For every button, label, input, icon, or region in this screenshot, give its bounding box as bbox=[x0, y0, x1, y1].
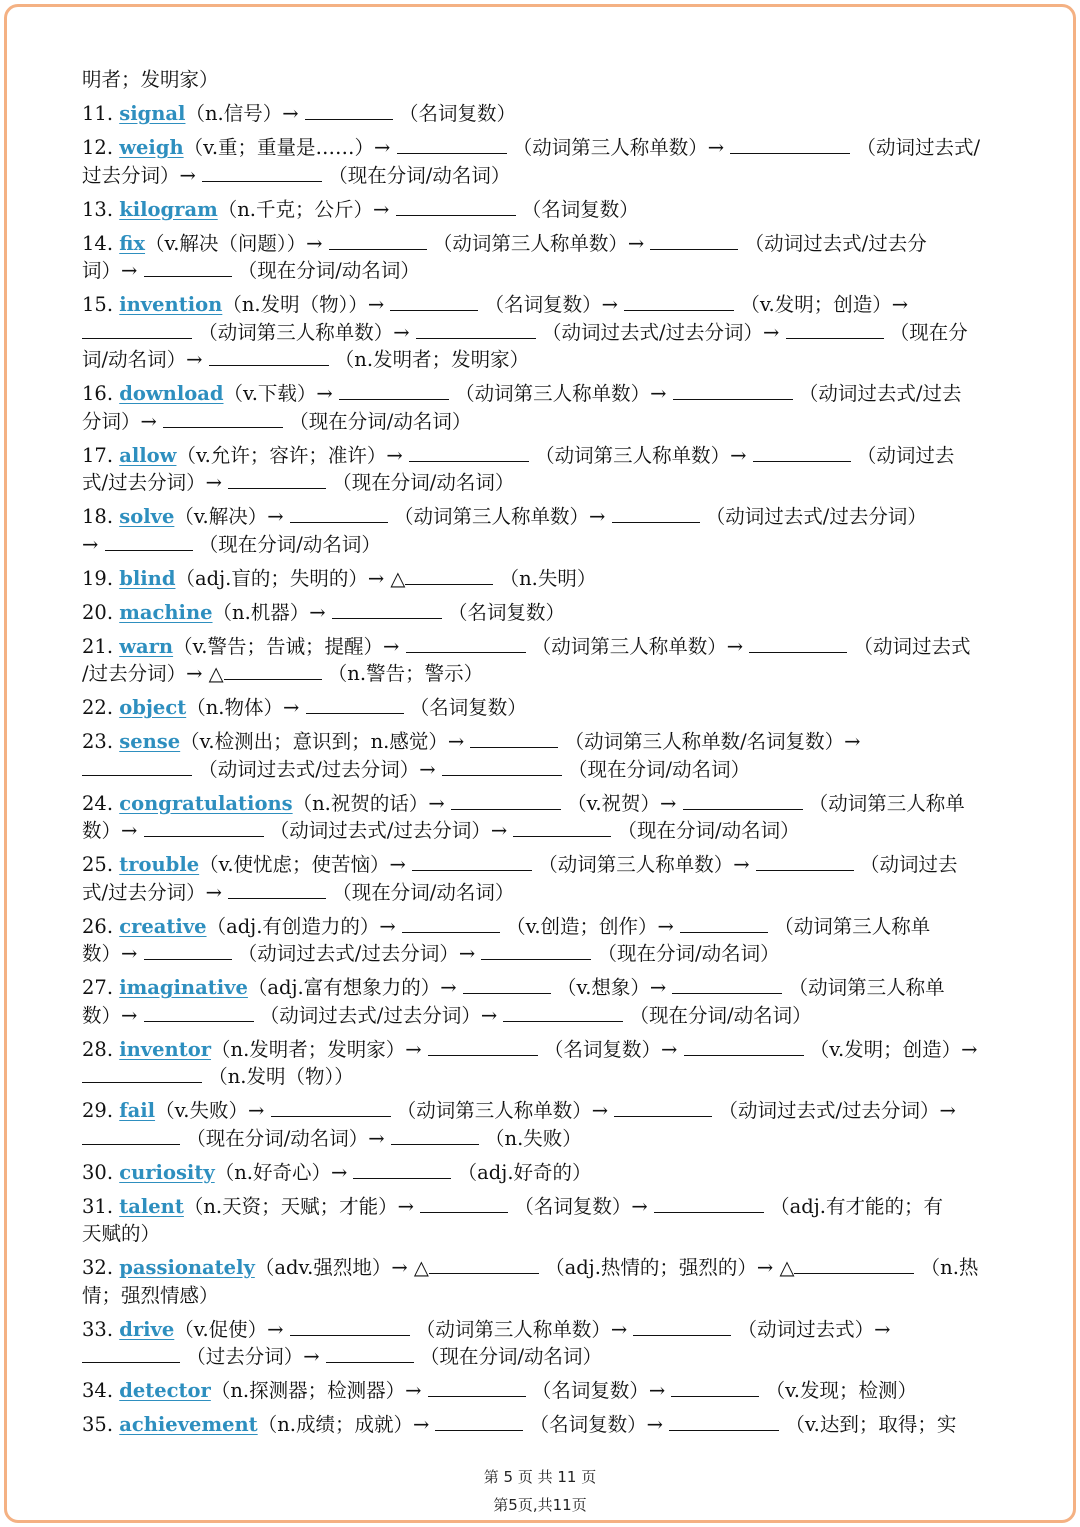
entry-text: 式/过去分词）→ bbox=[82, 880, 229, 904]
entry-text: （adj.富有想象力的）→ bbox=[247, 976, 463, 999]
entry-text: 天赋的） bbox=[82, 1222, 161, 1245]
entry-text: （动词过去式 bbox=[847, 634, 971, 658]
entry-text: （动词第三人称单数）→ bbox=[448, 382, 673, 405]
answer-blank[interactable] bbox=[391, 1126, 479, 1145]
vocab-entry bbox=[82, 1377, 1004, 1405]
entry-text: （v.解决（问题））→ bbox=[145, 231, 329, 255]
answer-blank[interactable] bbox=[680, 914, 768, 933]
answer-blank[interactable] bbox=[654, 1194, 764, 1213]
entry-number: 23. bbox=[82, 730, 120, 753]
headword: curiosity bbox=[119, 1160, 215, 1184]
headword: imaginative bbox=[119, 976, 248, 999]
entry-text: （adj.热情的；强烈的）→ △ bbox=[538, 1256, 795, 1279]
answer-blank[interactable] bbox=[406, 634, 526, 653]
answer-blank[interactable] bbox=[673, 381, 793, 400]
entry-text: （现在分词/动名词） bbox=[623, 1003, 812, 1027]
answer-blank[interactable] bbox=[671, 1378, 759, 1397]
answer-blank[interactable] bbox=[290, 504, 388, 523]
answer-blank[interactable] bbox=[749, 634, 847, 653]
entry-text: （名词复数）→ bbox=[525, 1379, 672, 1402]
answer-blank[interactable] bbox=[730, 135, 850, 154]
entry-text: （v.促使）→ bbox=[174, 1317, 290, 1341]
vocab-entry bbox=[82, 66, 1004, 94]
entry-text: 词）→ bbox=[82, 259, 144, 282]
entry-text: （动词过去式/过去分词）→ bbox=[231, 942, 482, 965]
headword: machine bbox=[119, 600, 213, 624]
entry-text: （动词过去式/过去分词）→ bbox=[263, 819, 514, 842]
answer-blank[interactable] bbox=[753, 443, 851, 462]
answer-blank[interactable] bbox=[402, 914, 500, 933]
headword: warn bbox=[119, 634, 174, 658]
entry-text: （动词过去式/过去分词）→ bbox=[192, 757, 442, 781]
entry-number: 14. bbox=[82, 231, 120, 255]
entry-line bbox=[82, 633, 1004, 661]
answer-blank[interactable] bbox=[396, 197, 516, 216]
entry-number: 32. bbox=[82, 1256, 120, 1279]
entry-text: （v.解决）→ bbox=[174, 505, 290, 528]
entry-line bbox=[82, 408, 1004, 436]
entry-line bbox=[82, 134, 1004, 162]
entry-line bbox=[82, 1097, 1004, 1125]
answer-blank[interactable] bbox=[306, 695, 404, 714]
entry-number: 29. bbox=[82, 1099, 120, 1122]
answer-blank[interactable] bbox=[271, 1098, 391, 1117]
answer-blank[interactable] bbox=[669, 1412, 779, 1431]
vocab-entry bbox=[82, 790, 1004, 845]
answer-blank[interactable] bbox=[503, 1003, 623, 1022]
answer-blank[interactable] bbox=[451, 791, 561, 810]
entry-text: （现在分词/动名词） bbox=[611, 819, 800, 842]
vocab-entry bbox=[82, 913, 1004, 968]
headword: inventor bbox=[119, 1037, 212, 1061]
entry-text: （v.发现；检测） bbox=[759, 1379, 917, 1402]
entry-text: （动词过去 bbox=[850, 443, 955, 467]
headword: object bbox=[119, 696, 187, 719]
entry-line bbox=[82, 380, 1004, 408]
entry-text: （动词第三人称单数）→ bbox=[409, 1317, 634, 1341]
entry-line bbox=[82, 230, 1004, 258]
answer-blank[interactable] bbox=[82, 757, 192, 776]
entry-text: （名词复数）→ bbox=[478, 293, 625, 316]
entry-text: 词/动名词）→ bbox=[82, 348, 209, 371]
answer-blank[interactable] bbox=[82, 320, 192, 339]
entry-text: （n.警告；警示） bbox=[321, 662, 484, 685]
answer-blank[interactable] bbox=[612, 504, 700, 523]
answer-blank[interactable] bbox=[470, 729, 558, 748]
entry-text: （动词第三人称单 bbox=[782, 976, 945, 999]
entry-number: 33. bbox=[82, 1317, 120, 1341]
answer-blank[interactable] bbox=[202, 163, 322, 182]
headword: fail bbox=[119, 1099, 156, 1122]
entry-line bbox=[82, 1254, 1004, 1282]
entry-text: （adv.强烈地）→ △ bbox=[254, 1256, 429, 1279]
vocab-entry bbox=[82, 1254, 1004, 1309]
entry-number: 27. bbox=[82, 976, 120, 999]
entry-line bbox=[82, 599, 1004, 627]
answer-blank[interactable] bbox=[397, 135, 507, 154]
answer-blank[interactable] bbox=[228, 880, 326, 899]
entry-text: （n.物体）→ bbox=[186, 696, 306, 719]
entry-text: （v.达到；取得；实 bbox=[779, 1413, 957, 1436]
entry-line bbox=[82, 531, 1004, 559]
answer-blank[interactable] bbox=[82, 1344, 180, 1363]
vocab-entry bbox=[82, 728, 1004, 783]
entry-text: （现在分词/动名词） bbox=[326, 471, 515, 494]
vocab-entry bbox=[82, 291, 1004, 374]
entry-line bbox=[82, 728, 1004, 756]
entry-line bbox=[82, 442, 1004, 470]
entry-line bbox=[82, 817, 1004, 845]
entry-line bbox=[82, 1125, 1004, 1153]
entry-number: 28. bbox=[82, 1037, 120, 1061]
entry-line bbox=[82, 1036, 1004, 1064]
entry-text: （名词复数） bbox=[441, 600, 566, 624]
answer-blank[interactable] bbox=[412, 852, 532, 871]
headword: weigh bbox=[119, 136, 184, 159]
entry-number: 25. bbox=[82, 853, 120, 876]
answer-blank[interactable] bbox=[481, 941, 591, 960]
headword: drive bbox=[119, 1317, 175, 1341]
entry-line bbox=[82, 790, 1004, 818]
entry-text: （n.信号）→ bbox=[185, 102, 305, 125]
entry-number: 24. bbox=[82, 791, 120, 815]
entry-line bbox=[82, 913, 1004, 941]
entry-text: （v.祝贺）→ bbox=[560, 791, 683, 815]
answer-blank[interactable] bbox=[650, 231, 738, 250]
vocab-entry bbox=[82, 442, 1004, 497]
headword: solve bbox=[119, 505, 175, 528]
entry-text: （动词第三人称单数）→ bbox=[528, 443, 753, 467]
entry-text: （名词复数）→ bbox=[537, 1037, 684, 1061]
headword: sense bbox=[119, 730, 181, 753]
answer-blank[interactable] bbox=[633, 1317, 731, 1336]
entry-text: （adj.盲的；失明的）→ △ bbox=[175, 566, 406, 590]
entry-line bbox=[82, 694, 1004, 722]
entry-line bbox=[82, 503, 1004, 531]
entry-text: （v.重；重量是……）→ bbox=[183, 136, 397, 159]
entry-text: （动词第三人称单数）→ bbox=[532, 853, 756, 876]
entry-text: （n.失明） bbox=[493, 566, 597, 590]
vocabulary-list bbox=[82, 66, 1004, 1445]
vocab-entry bbox=[82, 100, 1004, 128]
entry-text: （动词过去 bbox=[853, 853, 958, 876]
entry-text: （n.失败） bbox=[478, 1126, 582, 1150]
entry-line bbox=[82, 660, 1004, 688]
entry-number: 35. bbox=[82, 1413, 120, 1436]
entry-text: （动词过去式/过去分词）→ bbox=[535, 320, 786, 344]
headword: allow bbox=[119, 443, 177, 467]
entry-text: （现在分词/动名词） bbox=[192, 532, 381, 556]
answer-blank[interactable] bbox=[228, 470, 326, 489]
answer-blank[interactable] bbox=[756, 852, 854, 871]
entry-text: （n.好奇心）→ bbox=[214, 1160, 354, 1184]
headword: trouble bbox=[119, 853, 200, 876]
entry-text: （名词复数） bbox=[515, 197, 639, 221]
answer-blank[interactable] bbox=[290, 1317, 410, 1336]
entry-text: 数）→ bbox=[82, 1003, 144, 1027]
entry-line bbox=[82, 1282, 1004, 1310]
entry-text: （动词过去式/过去分 bbox=[738, 231, 927, 255]
answer-blank[interactable] bbox=[416, 320, 536, 339]
answer-blank[interactable] bbox=[224, 661, 322, 680]
answer-blank[interactable] bbox=[683, 791, 803, 810]
vocab-entry bbox=[82, 851, 1004, 906]
answer-blank[interactable] bbox=[463, 975, 551, 994]
answer-blank[interactable] bbox=[420, 1194, 508, 1213]
entry-line bbox=[82, 1220, 1004, 1248]
vocab-entry bbox=[82, 380, 1004, 435]
headword: kilogram bbox=[119, 197, 218, 221]
entry-text: （动词第三人称单数）→ bbox=[387, 505, 612, 528]
entry-number: 16. bbox=[82, 382, 120, 405]
entry-text: （动词第三人称单 bbox=[768, 914, 931, 938]
entry-text: （动词第三人称单数/名词复数）→ bbox=[558, 730, 861, 753]
entry-line bbox=[82, 1411, 1004, 1439]
answer-blank[interactable] bbox=[144, 1003, 254, 1022]
entry-text: （adj.有才能的；有 bbox=[763, 1194, 943, 1218]
page-number-secondary: 第5页,共11页 bbox=[493, 1496, 587, 1514]
entry-line bbox=[82, 879, 1004, 907]
entry-line bbox=[82, 1159, 1004, 1187]
entry-text: （adj.好奇的） bbox=[451, 1160, 592, 1184]
answer-blank[interactable] bbox=[428, 1037, 538, 1056]
entry-text: （动词第三人称单 bbox=[802, 791, 965, 815]
entry-number: 11. bbox=[82, 102, 120, 125]
entry-number: 26. bbox=[82, 914, 120, 938]
answer-blank[interactable] bbox=[614, 1098, 712, 1117]
entry-text: 数）→ bbox=[82, 942, 144, 965]
entry-line bbox=[82, 257, 1004, 285]
entry-text: （v.发明；创造）→ bbox=[803, 1037, 978, 1061]
entry-text: （v.警告；告诫；提醒）→ bbox=[173, 634, 406, 658]
headword: talent bbox=[119, 1194, 184, 1218]
entry-line bbox=[82, 162, 1004, 190]
entry-text: （n.发明（物））→ bbox=[222, 293, 391, 316]
entry-text: （n.祝贺的话）→ bbox=[292, 791, 451, 815]
entry-text: （现在分词/动名词） bbox=[413, 1345, 603, 1368]
entry-line bbox=[82, 1343, 1004, 1371]
entry-text: （现在分 bbox=[883, 320, 968, 344]
headword: congratulations bbox=[119, 791, 293, 815]
entry-text: （v.想象）→ bbox=[550, 976, 673, 999]
answer-blank[interactable] bbox=[353, 1160, 451, 1179]
page-number: 第 5 页 共 11 页 bbox=[483, 1468, 597, 1486]
entry-text: （n.天资；天赋；才能）→ bbox=[183, 1194, 421, 1218]
entry-number: 17. bbox=[82, 443, 120, 467]
entry-number: 13. bbox=[82, 197, 120, 221]
entry-text: （动词过去式/ bbox=[850, 136, 981, 159]
entry-text: （n.探测器；检测器）→ bbox=[210, 1379, 428, 1402]
answer-blank[interactable] bbox=[339, 381, 449, 400]
entry-number: 31. bbox=[82, 1194, 120, 1218]
answer-blank[interactable] bbox=[429, 1255, 539, 1274]
answer-blank[interactable] bbox=[163, 409, 283, 428]
entry-line bbox=[82, 1002, 1004, 1030]
entry-text: 数）→ bbox=[82, 819, 144, 842]
entry-text: （v.失败）→ bbox=[155, 1099, 271, 1122]
entry-text: （现在分词/动名词） bbox=[283, 409, 472, 433]
entry-line bbox=[82, 319, 1004, 347]
entry-line bbox=[82, 756, 1004, 784]
headword: passionately bbox=[119, 1256, 255, 1279]
entry-text: （动词第三人称单数）→ bbox=[506, 136, 731, 159]
headword: fix bbox=[119, 231, 146, 255]
entry-text: （动词过去式/过去分词）→ bbox=[712, 1099, 956, 1122]
vocab-entry bbox=[82, 503, 1004, 558]
answer-blank[interactable] bbox=[786, 320, 884, 339]
entry-text: /过去分词）→ △ bbox=[82, 662, 224, 685]
headword: detector bbox=[119, 1379, 211, 1402]
answer-blank[interactable] bbox=[144, 258, 232, 277]
entry-text: （v.检测出；意识到；n.感觉）→ bbox=[180, 730, 471, 753]
vocab-entry bbox=[82, 565, 1004, 593]
entry-number: 12. bbox=[82, 136, 120, 159]
vocab-entry bbox=[82, 230, 1004, 285]
entry-text: （v.发明；创造）→ bbox=[734, 293, 909, 316]
answer-blank[interactable] bbox=[405, 566, 493, 585]
entry-text: （现在分词/动名词） bbox=[591, 942, 780, 965]
entry-text: 分词）→ bbox=[82, 409, 164, 433]
entry-text: （过去分词）→ bbox=[180, 1345, 326, 1368]
answer-blank[interactable] bbox=[390, 292, 478, 311]
entry-line bbox=[82, 1316, 1004, 1344]
entry-text: （n.机器）→ bbox=[212, 600, 332, 624]
headword: invention bbox=[119, 293, 223, 316]
entry-line bbox=[82, 100, 1004, 128]
entry-text: （v.使忧虑；使苦恼）→ bbox=[199, 853, 413, 876]
entry-text: （n.发明（物）） bbox=[202, 1065, 354, 1088]
vocab-entry bbox=[82, 196, 1004, 224]
entry-text: （adj.有创造力的）→ bbox=[206, 914, 402, 938]
entry-number: 20. bbox=[82, 600, 120, 624]
headword: download bbox=[119, 382, 224, 405]
headword: signal bbox=[119, 102, 186, 125]
answer-blank[interactable] bbox=[442, 757, 562, 776]
answer-blank[interactable] bbox=[105, 532, 193, 551]
entry-line bbox=[82, 291, 1004, 319]
entry-line bbox=[82, 66, 1004, 94]
entry-text: （名词复数）→ bbox=[508, 1194, 654, 1218]
entry-number: 30. bbox=[82, 1160, 120, 1184]
entry-number: 19. bbox=[82, 566, 120, 590]
entry-text: （动词第三人称单数）→ bbox=[426, 231, 651, 255]
answer-blank[interactable] bbox=[329, 231, 427, 250]
entry-line bbox=[82, 940, 1004, 968]
vocab-entry bbox=[82, 599, 1004, 627]
vocab-entry bbox=[82, 1036, 1004, 1091]
answer-blank[interactable] bbox=[513, 818, 611, 837]
answer-blank[interactable] bbox=[624, 292, 734, 311]
entry-line bbox=[82, 196, 1004, 224]
vocab-entry bbox=[82, 1411, 1004, 1439]
entry-number: 34. bbox=[82, 1379, 120, 1402]
entry-number: 21. bbox=[82, 634, 120, 658]
answer-blank[interactable] bbox=[409, 443, 529, 462]
entry-text: （v.创造；创作）→ bbox=[499, 914, 681, 938]
entry-number: 15. bbox=[82, 293, 120, 316]
entry-text: （动词过去式/过去分词） bbox=[699, 505, 927, 528]
vocab-entry bbox=[82, 694, 1004, 722]
entry-number: 18. bbox=[82, 505, 120, 528]
entry-line bbox=[82, 1193, 1004, 1221]
entry-text: 明者；发明家） bbox=[82, 68, 219, 91]
entry-text: （动词第三人称单数）→ bbox=[525, 634, 750, 658]
answer-blank[interactable] bbox=[326, 1344, 414, 1363]
entry-text: （n.发明者；发明家） bbox=[328, 348, 530, 371]
vocab-entry bbox=[82, 1316, 1004, 1371]
entry-text: （v.允许；容许；准许）→ bbox=[176, 443, 409, 467]
entry-text: （动词过去式/过去分词）→ bbox=[253, 1003, 504, 1027]
entry-text: 式/过去分词）→ bbox=[82, 471, 229, 494]
headword: blind bbox=[119, 566, 176, 590]
entry-text: （现在分词/动名词） bbox=[322, 163, 511, 187]
entry-number: 22. bbox=[82, 696, 120, 719]
vocab-entry bbox=[82, 1097, 1004, 1152]
entry-text: （现在分词/动名词） bbox=[231, 259, 420, 282]
answer-blank[interactable] bbox=[672, 975, 782, 994]
entry-text: （现在分词/动名词）→ bbox=[180, 1126, 391, 1150]
entry-line bbox=[82, 346, 1004, 374]
entry-text: → bbox=[82, 532, 105, 556]
entry-text: （n.热 bbox=[914, 1256, 979, 1279]
entry-text: （动词第三人称单数）→ bbox=[192, 320, 416, 344]
answer-blank[interactable] bbox=[144, 941, 232, 960]
entry-text: （名词复数）→ bbox=[523, 1413, 670, 1436]
answer-blank[interactable] bbox=[82, 1064, 202, 1083]
answer-blank[interactable] bbox=[684, 1037, 804, 1056]
answer-blank[interactable] bbox=[144, 818, 264, 837]
entry-line bbox=[82, 565, 1004, 593]
entry-text: （n.千克；公斤）→ bbox=[217, 197, 396, 221]
entry-text: （名词复数） bbox=[392, 102, 516, 125]
entry-text: 情；强烈情感） bbox=[82, 1283, 219, 1307]
vocab-entry bbox=[82, 134, 1004, 189]
headword: creative bbox=[119, 914, 207, 938]
answer-blank[interactable] bbox=[428, 1378, 526, 1397]
answer-blank[interactable] bbox=[332, 600, 442, 619]
entry-text: （动词第三人称单数）→ bbox=[390, 1099, 615, 1122]
entry-line bbox=[82, 974, 1004, 1002]
entry-text: （n.发明者；发明家）→ bbox=[211, 1037, 428, 1061]
entry-text: （v.下载）→ bbox=[223, 382, 339, 405]
answer-blank[interactable] bbox=[435, 1412, 523, 1431]
vocab-entry bbox=[82, 1193, 1004, 1248]
answer-blank[interactable] bbox=[305, 101, 393, 120]
entry-line bbox=[82, 469, 1004, 497]
entry-text: （现在分词/动名词） bbox=[561, 757, 751, 781]
vocab-entry bbox=[82, 633, 1004, 688]
answer-blank[interactable] bbox=[794, 1255, 914, 1274]
entry-line bbox=[82, 851, 1004, 879]
entry-line bbox=[82, 1377, 1004, 1405]
entry-text: 过去分词）→ bbox=[82, 163, 203, 187]
headword: achievement bbox=[119, 1413, 258, 1436]
entry-text: （动词过去式/过去 bbox=[792, 382, 962, 405]
entry-text: （名词复数） bbox=[403, 696, 527, 719]
entry-text: （现在分词/动名词） bbox=[326, 880, 515, 904]
answer-blank[interactable] bbox=[209, 347, 329, 366]
vocab-entry bbox=[82, 1159, 1004, 1187]
answer-blank[interactable] bbox=[82, 1126, 180, 1145]
entry-text: （n.成绩；成就）→ bbox=[257, 1413, 436, 1436]
vocab-entry bbox=[82, 974, 1004, 1029]
entry-line bbox=[82, 1063, 1004, 1091]
entry-text: （动词过去式）→ bbox=[731, 1317, 891, 1341]
